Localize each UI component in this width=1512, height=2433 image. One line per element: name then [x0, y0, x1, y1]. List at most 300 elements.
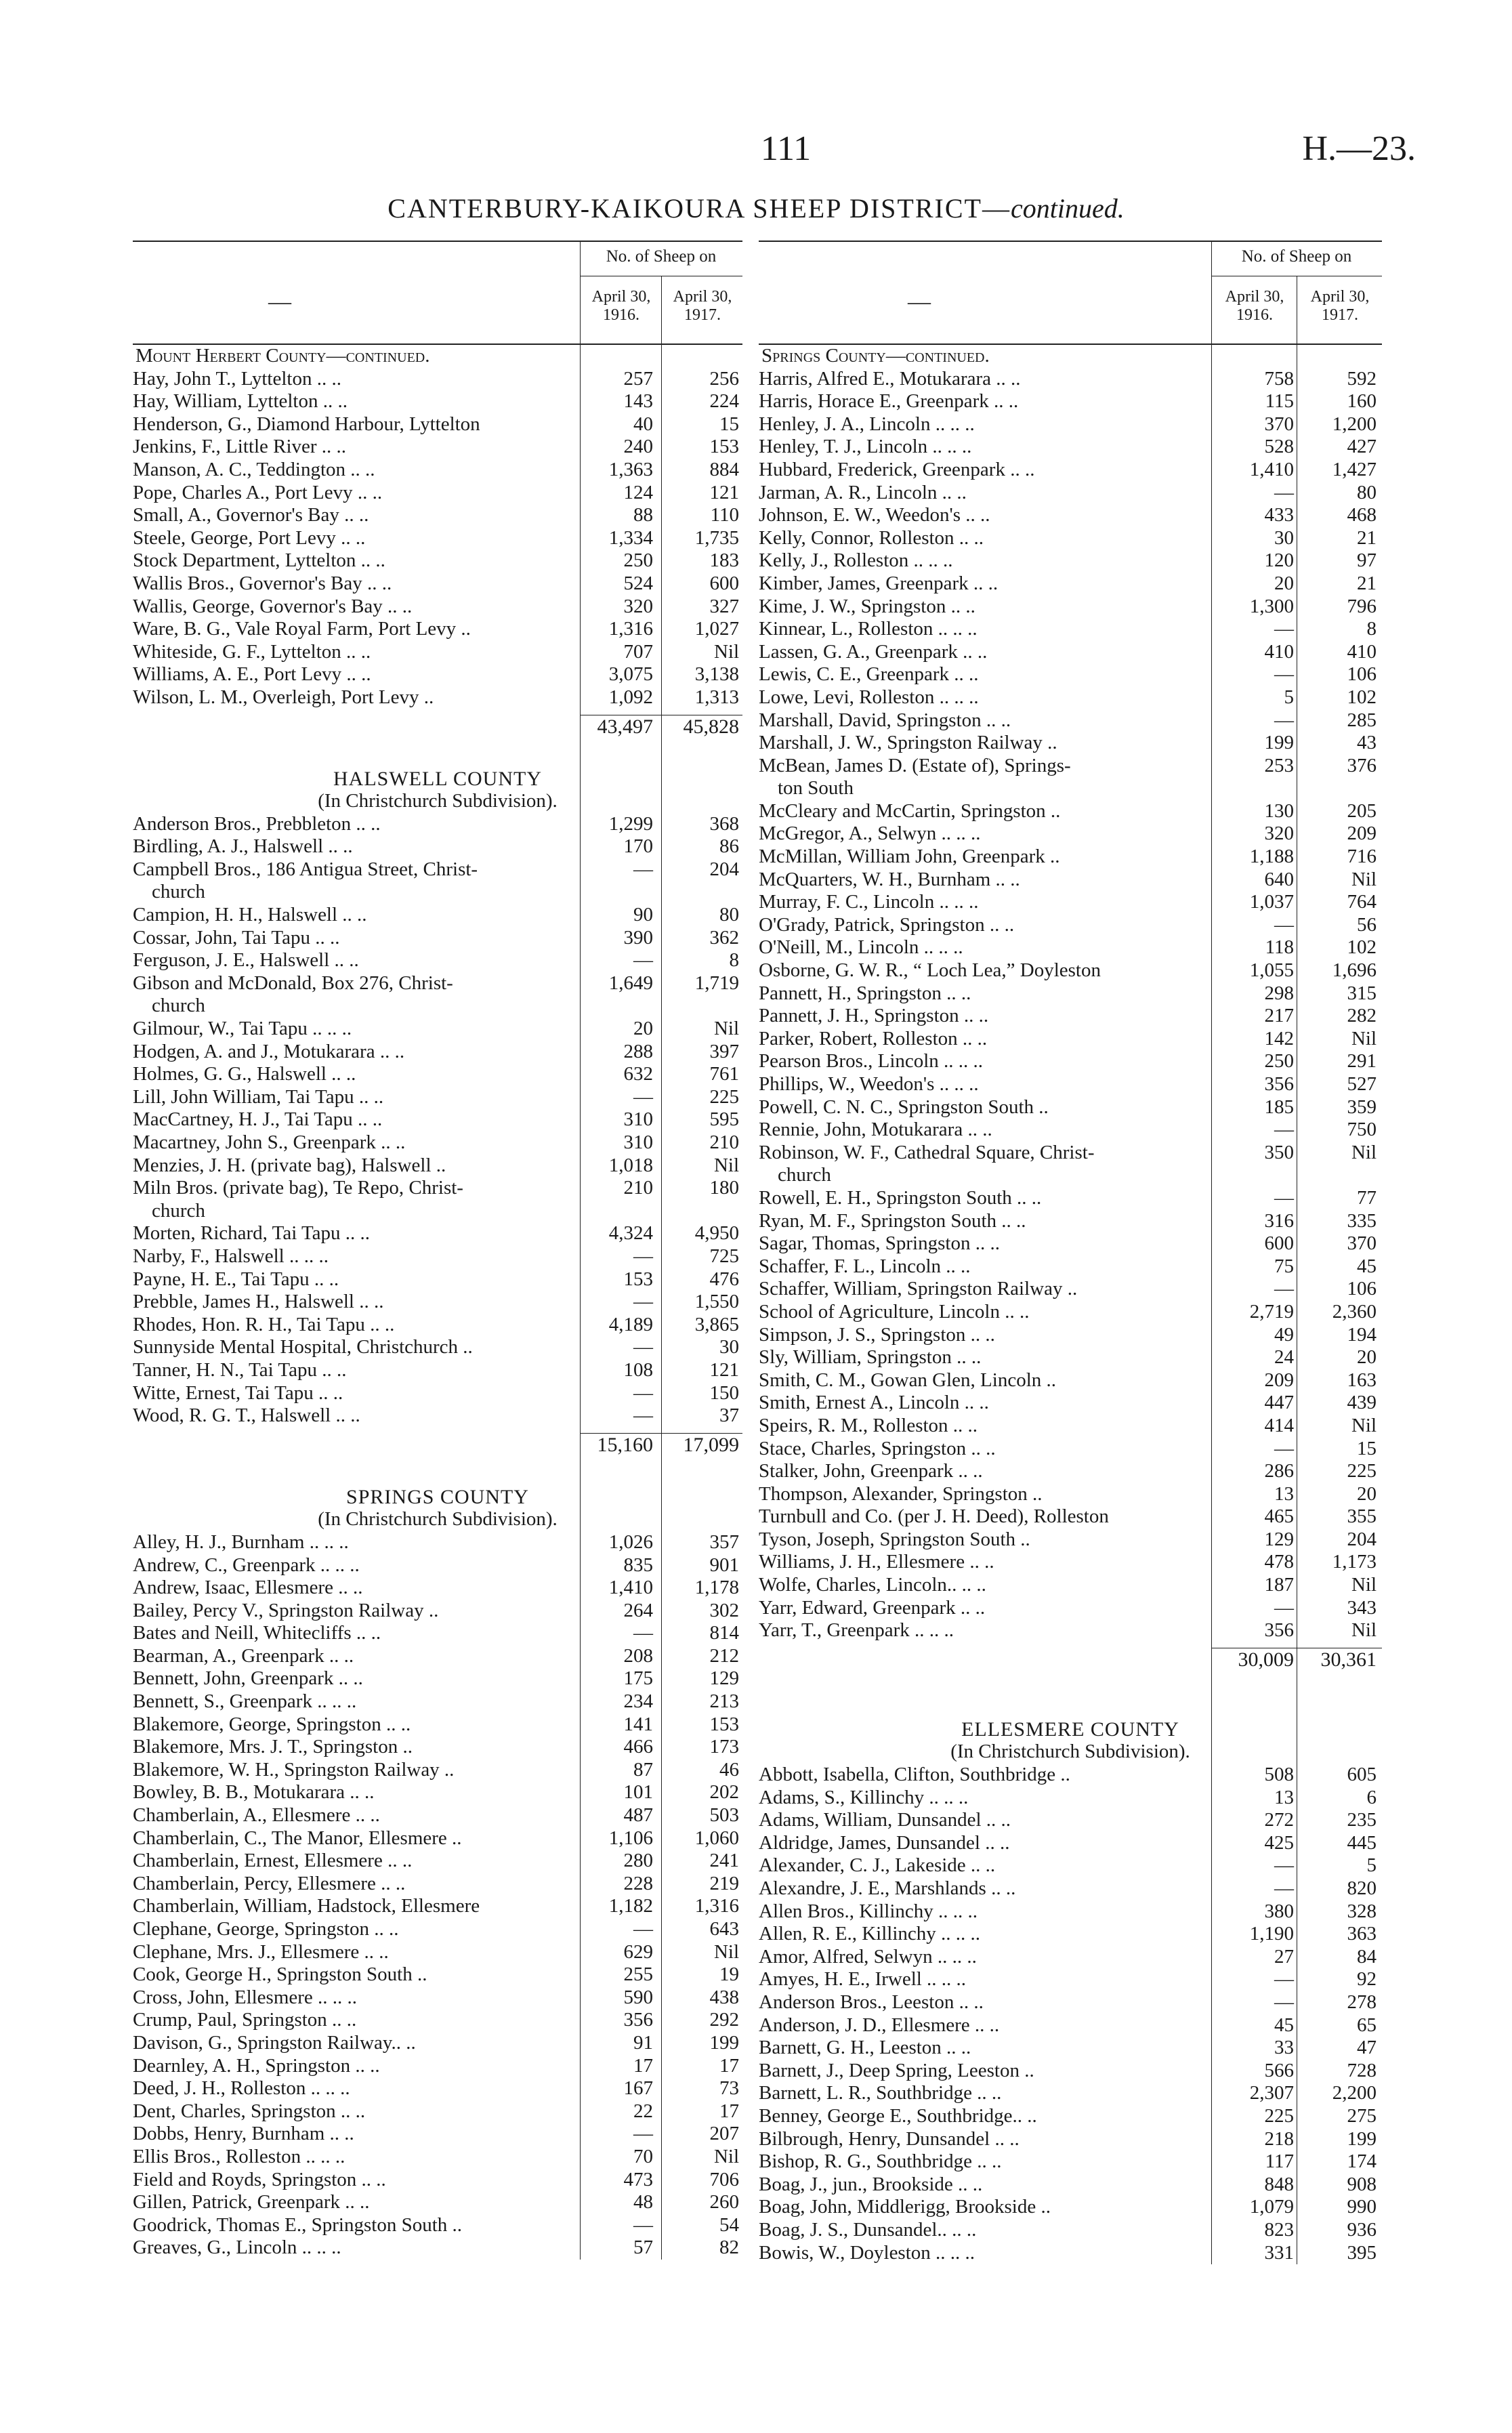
sheep-1916: 288: [623, 1040, 653, 1062]
table-row: [133, 573, 742, 596]
owner-name: Schaffer, F. L., Lincoln .. ..: [759, 1255, 971, 1277]
owner-name: Kime, J. W., Springston .. ..: [759, 595, 975, 617]
table-row: [759, 823, 1382, 846]
owner-name: Springs County—continued.: [761, 345, 990, 367]
county-continued-heading: [759, 345, 1382, 368]
owner-name: Barnett, J., Deep Spring, Leeston ..: [759, 2059, 1034, 2081]
owner-name: Allen Bros., Killinchy .. .. ..: [759, 1900, 978, 1922]
table-row: [133, 2169, 742, 2192]
table-row: [133, 1041, 742, 1064]
sheep-1917: 410: [1347, 640, 1377, 663]
sheep-1917: 370: [1347, 1232, 1377, 1255]
sheep-count-header: No. of Sheep on: [606, 247, 717, 266]
sheep-1917: 357: [709, 1531, 739, 1553]
owner-name: SPRINGS COUNTY: [346, 1485, 529, 1508]
table-row: [133, 1850, 742, 1873]
owner-name: Alley, H. J., Burnham .. .. ..: [133, 1531, 349, 1553]
sheep-1916: 1,037: [1249, 891, 1294, 913]
sheep-1916: 286: [1264, 1460, 1294, 1482]
table-row: [759, 413, 1382, 436]
sheep-1917: 706: [709, 2168, 739, 2190]
table-row: [759, 368, 1382, 391]
sheep-1916: 600: [1264, 1232, 1294, 1255]
sheep-1917: 359: [1347, 1096, 1377, 1118]
owner-name: Morten, Richard, Tai Tapu .. ..: [133, 1222, 371, 1245]
sheep-1917: 46: [719, 1758, 739, 1781]
sheep-1917: 1,060: [694, 1827, 739, 1849]
table-row: [133, 482, 742, 505]
sheep-1916: 234: [623, 1690, 653, 1713]
sheep-1917: 362: [709, 926, 739, 949]
spacer: [133, 745, 742, 768]
sheep-1916: 167: [623, 2077, 653, 2100]
sheep-1916: 1,410: [1249, 458, 1294, 480]
right-column: [759, 241, 1382, 2264]
sheep-1916: 13: [1274, 1482, 1294, 1505]
sheep-1916: 280: [623, 1850, 653, 1872]
sheep-1916: 350: [1264, 1141, 1294, 1163]
owner-name: Thompson, Alexander, Springston ..: [759, 1482, 1043, 1505]
sheep-1916: 528: [1264, 436, 1294, 458]
sheep-1916: —: [1274, 1596, 1294, 1619]
table-row: [133, 1063, 742, 1086]
owner-name: McMillan, William John, Greenpark ..: [759, 846, 1060, 868]
entry-continuation: [759, 1164, 1382, 1187]
owner-name: Anderson Bros., Prebbleton .. ..: [133, 812, 381, 835]
sheep-1916: 410: [1264, 640, 1294, 663]
sheep-1917: 209: [1347, 823, 1377, 845]
sheep-1917: 47: [1357, 2037, 1377, 2059]
owner-name: MacCartney, H. J., Tai Tapu .. ..: [133, 1108, 383, 1131]
table-row: [759, 1483, 1382, 1506]
owner-name: Yarr, T., Greenpark .. .. ..: [759, 1619, 954, 1642]
sheep-1916: —: [1274, 1437, 1294, 1459]
sheep-1916: —: [633, 1245, 653, 1267]
sheep-1917: 17: [719, 2100, 739, 2122]
sheep-1917: 129: [709, 1667, 739, 1690]
sheep-1917: 1,313: [694, 686, 739, 708]
sheep-1917: 908: [1347, 2173, 1377, 2195]
owner-name: Sly, William, Springston .. ..: [759, 1346, 982, 1369]
owner-name: Greaves, G., Lincoln .. .. ..: [133, 2237, 341, 2259]
sheep-1916: —: [1274, 709, 1294, 731]
owner-name: Harris, Horace E., Greenpark .. ..: [759, 390, 1019, 413]
owner-name: ELLESMERE COUNTY: [961, 1718, 1179, 1741]
sheep-1916: 1,316: [608, 618, 653, 640]
owner-name: Manson, A. C., Teddington .. ..: [133, 458, 375, 480]
owner-name: Whiteside, G. F., Lyttelton .. ..: [133, 640, 371, 663]
sheep-1917: 750: [1347, 1119, 1377, 1141]
right-table-body: [759, 345, 1382, 2264]
sheep-1916: 310: [623, 1131, 653, 1153]
sheep-1916: 487: [623, 1804, 653, 1827]
sheep-1916: 1,106: [608, 1827, 653, 1849]
sheep-1917: 439: [1347, 1392, 1377, 1414]
sheep-1916: 115: [1265, 390, 1294, 413]
sheep-1916: 4,324: [608, 1222, 653, 1245]
sheep-1917: 2,360: [1332, 1300, 1377, 1323]
table-row: [759, 755, 1382, 778]
table-row: [759, 1073, 1382, 1096]
sheep-1916: 478: [1264, 1551, 1294, 1573]
table-row: [133, 1600, 742, 1623]
table-row: [133, 1245, 742, 1268]
sheep-1917: 153: [709, 1713, 739, 1735]
owner-name: Rhodes, Hon. R. H., Tai Tapu .. ..: [133, 1313, 395, 1335]
table-row: [759, 914, 1382, 937]
owner-name: Bowis, W., Doyleston .. .. ..: [759, 2241, 975, 2264]
sheep-1917: 368: [709, 812, 739, 835]
sheep-1916: —: [1274, 481, 1294, 503]
sheep-1916: 848: [1264, 2173, 1294, 2195]
owner-name: Crump, Paul, Springston .. ..: [133, 2009, 357, 2031]
sheep-1916: 2,307: [1249, 2082, 1294, 2104]
table-row: [759, 732, 1382, 755]
sheep-1916: 1,649: [608, 972, 653, 994]
sheep-1917: 1,719: [694, 972, 739, 994]
sheep-1917: 315: [1347, 982, 1377, 1004]
sheep-1916: 310: [623, 1108, 653, 1131]
sheep-1916: 20: [1274, 572, 1294, 594]
sheep-1916: 1,055: [1249, 959, 1294, 982]
table-row: [133, 1804, 742, 1827]
table-row: [759, 1968, 1382, 1991]
sheep-1917: 54: [719, 2213, 739, 2236]
sheep-1917: 173: [709, 1736, 739, 1758]
sheep-1917: 106: [1347, 663, 1377, 686]
table-row: [133, 1018, 742, 1041]
owner-name: Clephane, Mrs. J., Ellesmere .. ..: [133, 1940, 389, 1963]
sheep-1917: 990: [1347, 2196, 1377, 2218]
entry-continuation: [133, 1200, 742, 1223]
owner-name: Lowe, Levi, Rolleston .. .. ..: [759, 686, 979, 708]
table-row: [133, 904, 742, 927]
table-row: [133, 2009, 742, 2032]
table-row: [759, 869, 1382, 892]
table-row: [133, 1941, 742, 1964]
table-row: [759, 1991, 1382, 2014]
sheep-1916: 250: [623, 549, 653, 572]
sheep-1917: 199: [1347, 2127, 1377, 2150]
spacer: [759, 1678, 1382, 1718]
table-row: [133, 1645, 742, 1668]
table-row: [133, 858, 742, 881]
table-row: [759, 1809, 1382, 1832]
table-row: [133, 1177, 742, 1200]
owner-name: Cook, George H., Springston South ..: [133, 1963, 427, 1986]
sheep-1917: 1,550: [694, 1291, 739, 1313]
owner-name: Macartney, John S., Greenpark .. ..: [133, 1131, 406, 1153]
sheep-1916: 320: [623, 595, 653, 617]
table-row: [759, 1832, 1382, 1855]
sheep-1917: 285: [1347, 709, 1377, 731]
sheep-1917: 343: [1347, 1596, 1377, 1619]
owner-name: Wilson, L. M., Overleigh, Port Levy ..: [133, 686, 434, 708]
table-row: [759, 1854, 1382, 1877]
table-row: [759, 549, 1382, 573]
owner-name: Payne, H. E., Tai Tapu .. ..: [133, 1268, 339, 1290]
sheep-1917: 1,735: [694, 526, 739, 549]
sheep-1917: 97: [1357, 549, 1377, 572]
sheep-1916: 1,300: [1249, 595, 1294, 617]
table-row: [133, 1268, 742, 1291]
owner-name: Gillen, Patrick, Greenpark .. ..: [133, 2191, 370, 2213]
spacer: [133, 1463, 742, 1486]
table-row: [759, 1460, 1382, 1483]
sheep-1916: 90: [633, 904, 653, 926]
sheep-1916: 70: [633, 2145, 653, 2167]
owner-name: Dent, Charles, Springston .. ..: [133, 2100, 366, 2122]
sheep-1917: 210: [709, 1131, 739, 1153]
sheep-1917: 363: [1347, 1923, 1377, 1945]
sheep-1917: 592: [1347, 367, 1377, 390]
owner-name: Boag, John, Middlerigg, Brookside ..: [759, 2196, 1051, 2218]
table-row: [759, 1438, 1382, 1461]
sheep-1916: 40: [633, 413, 653, 435]
table-row: [759, 527, 1382, 550]
owner-name: Henley, T. J., Lincoln .. .. ..: [759, 436, 972, 458]
owner-name: Hay, William, Lyttelton .. ..: [133, 390, 348, 413]
sheep-1916: 185: [1264, 1096, 1294, 1118]
sheep-1917: 728: [1347, 2059, 1377, 2081]
sheep-1916: 390: [623, 926, 653, 949]
owner-name: Menzies, J. H. (private bag), Halswell ..: [133, 1154, 446, 1176]
table-row: [759, 2037, 1382, 2060]
sheep-1917: 20: [1357, 1346, 1377, 1369]
sheep-1916: —: [633, 858, 653, 880]
sheep-1916: —: [1274, 663, 1294, 686]
table-row: [759, 618, 1382, 641]
table-row: [759, 1119, 1382, 1142]
sheep-1917: Nil: [713, 640, 739, 663]
owner-name: Barnett, L. R., Southbridge .. ..: [759, 2082, 1002, 2104]
owner-name: Stalker, John, Greenpark .. ..: [759, 1460, 983, 1482]
sheep-1916: —: [633, 1381, 653, 1404]
sheep-1916: 240: [623, 436, 653, 458]
sheep-1916: 101: [623, 1781, 653, 1804]
document-code: H.—23.: [1302, 129, 1416, 168]
table-row: [133, 2191, 742, 2214]
table-row: [759, 2014, 1382, 2037]
owner-name: (In Christchurch Subdivision).: [318, 1508, 558, 1531]
owner-name: Smith, C. M., Gowan Glen, Lincoln ..: [759, 1369, 1057, 1391]
sheep-1916: 316: [1264, 1209, 1294, 1232]
sheep-1916: —: [633, 1291, 653, 1313]
sheep-1917: 19: [719, 1963, 739, 1986]
owner-name: Ware, B. G., Vale Royal Farm, Port Levy ..: [133, 618, 471, 640]
sheep-1917: 302: [709, 1599, 739, 1621]
owner-name: Bennett, John, Greenpark .. ..: [133, 1667, 363, 1690]
table-row: [759, 1764, 1382, 1787]
page-number: 111: [760, 129, 812, 168]
sheep-1916: 175: [623, 1667, 653, 1690]
owner-name: Gibson and McDonald, Box 276, Christ-: [133, 972, 453, 994]
table-row: [133, 663, 742, 686]
county-heading: [759, 1718, 1382, 1741]
table-row: [759, 459, 1382, 482]
sheep-1916: 143: [623, 390, 653, 413]
sheep-1916: —: [1274, 1119, 1294, 1141]
owner-name: Alexandre, J. E., Marshlands .. ..: [759, 1877, 1016, 1899]
table-row: [759, 891, 1382, 914]
sheep-1917: 427: [1347, 436, 1377, 458]
table-row: [759, 846, 1382, 869]
title-main: CANTERBURY-KAIKOURA SHEEP DISTRICT—: [387, 193, 1011, 224]
sheep-1917: 65: [1357, 2014, 1377, 2036]
owner-name: Phillips, W., Weedon's .. .. ..: [759, 1073, 979, 1095]
sheep-1917: 291: [1347, 1050, 1377, 1073]
owner-name: Field and Royds, Springston .. ..: [133, 2168, 386, 2190]
sheep-1917: 102: [1347, 936, 1377, 959]
sheep-1917: 716: [1347, 846, 1377, 868]
april-1916-header: April 30, 1916.: [1225, 288, 1284, 324]
table-row: [759, 1505, 1382, 1529]
table-row: [759, 1301, 1382, 1324]
owner-name: Harris, Alfred E., Motukarara .. ..: [759, 367, 1021, 390]
sheep-1917: 150: [709, 1381, 739, 1404]
sheep-1916: 370: [1264, 413, 1294, 435]
sheep-1916: 1,363: [608, 458, 653, 480]
name-column-header: —: [908, 289, 931, 314]
sheep-1917: 1,200: [1332, 413, 1377, 435]
sheep-1917: 15: [719, 413, 739, 435]
table-row: [759, 641, 1382, 664]
owner-name: Small, A., Governor's Bay .. ..: [133, 504, 369, 526]
entry-continuation: [133, 881, 742, 904]
sheep-1917: 397: [709, 1040, 739, 1062]
owner-name: Pannett, H., Springston .. ..: [759, 982, 971, 1004]
sheep-1917: 292: [709, 2009, 739, 2031]
owner-name: Williams, J. H., Ellesmere .. ..: [759, 1551, 994, 1573]
table-row: [759, 1946, 1382, 1969]
owner-name: Smith, Ernest A., Lincoln .. ..: [759, 1392, 989, 1414]
sheep-1917: 80: [1357, 481, 1377, 503]
sheep-1917: 327: [709, 595, 739, 617]
owner-name: Blakemore, George, Springston .. ..: [133, 1713, 411, 1735]
sheep-1917: 8: [729, 949, 739, 972]
owner-name: Ellis Bros., Rolleston .. .. ..: [133, 2145, 345, 2167]
owner-name: Wolfe, Charles, Lincoln.. .. ..: [759, 1574, 986, 1596]
sheep-1916: 320: [1264, 823, 1294, 845]
owner-name: ton South: [778, 777, 854, 799]
owner-name: Deed, J. H., Rolleston .. .. ..: [133, 2077, 350, 2100]
sheep-1916: 108: [623, 1358, 653, 1381]
sheep-1916: 91: [633, 2031, 653, 2054]
sheep-1917: 725: [709, 1245, 739, 1267]
sheep-1916: 208: [623, 1644, 653, 1667]
table-row: [759, 596, 1382, 619]
sheep-1916: 1,079: [1249, 2196, 1294, 2218]
sheep-1917: 225: [1347, 1460, 1377, 1482]
owner-name: Henley, J. A., Lincoln .. .. ..: [759, 413, 975, 435]
owner-name: Steele, George, Port Levy .. ..: [133, 526, 366, 549]
sheep-1916: 264: [623, 1599, 653, 1621]
table-row: [133, 1690, 742, 1713]
table-row: [759, 1574, 1382, 1597]
sheep-1916: 250: [1264, 1050, 1294, 1073]
owner-name: Aldridge, James, Dunsandel .. ..: [759, 1831, 1010, 1854]
sheep-1917: 15: [1357, 1437, 1377, 1459]
county-heading: [133, 768, 742, 791]
owner-name: Bates and Neill, Whitecliffs .. ..: [133, 1622, 381, 1644]
table-row: [759, 2242, 1382, 2265]
owner-name: Hodgen, A. and J., Motukarara .. ..: [133, 1040, 405, 1062]
sheep-1916: 170: [623, 835, 653, 858]
sheep-1917: 219: [709, 1872, 739, 1894]
owner-name: Bishop, R. G., Southbridge .. ..: [759, 2150, 1002, 2173]
table-row: [133, 1736, 742, 1759]
table-row: [759, 2219, 1382, 2242]
owner-name: Blakemore, W. H., Springston Railway ..: [133, 1758, 455, 1781]
owner-name: church: [152, 1199, 205, 1222]
sheep-1916: 199: [1264, 732, 1294, 754]
table-row: [133, 1667, 742, 1690]
sheep-1916: 524: [623, 572, 653, 594]
owner-name: Tanner, H. N., Tai Tapu .. ..: [133, 1358, 347, 1381]
sheep-1917: 820: [1347, 1877, 1377, 1899]
sheep-1917: 102: [1347, 686, 1377, 708]
sheep-1917: 225: [709, 1085, 739, 1108]
table-row: [759, 1877, 1382, 1900]
owner-name: Birdling, A. J., Halswell .. ..: [133, 835, 353, 858]
owner-name: Campion, H. H., Halswell .. ..: [133, 904, 367, 926]
owner-name: Hay, John T., Lyttelton .. ..: [133, 367, 341, 390]
table-row: [133, 1918, 742, 1941]
sheep-1916: 1,334: [608, 526, 653, 549]
table-row: [133, 2214, 742, 2237]
sheep-1916: 120: [1264, 549, 1294, 572]
sheep-1917: Nil: [1351, 1619, 1377, 1642]
table-row: [133, 618, 742, 641]
owner-name: Rennie, John, Motukarara .. ..: [759, 1119, 992, 1141]
table-row: [759, 482, 1382, 505]
sheep-1916: 5: [1284, 686, 1294, 708]
sheep-1917: Nil: [1351, 1141, 1377, 1163]
sheep-1917: 45: [1357, 1255, 1377, 1277]
owner-name: Speirs, R. M., Rolleston .. ..: [759, 1414, 978, 1436]
sheep-1916: 356: [623, 2009, 653, 2031]
sheep-1917: 438: [709, 1986, 739, 2008]
sheep-1916: 447: [1264, 1392, 1294, 1414]
sheep-1917: 30,361: [1320, 1648, 1377, 1671]
owner-name: Clephane, George, Springston .. ..: [133, 1918, 399, 1940]
sheep-1917: 110: [710, 504, 739, 526]
owner-name: Yarr, Edward, Greenpark .. ..: [759, 1596, 986, 1619]
owner-name: Ferguson, J. E., Halswell .. ..: [133, 949, 359, 972]
owner-name: church: [152, 881, 205, 903]
table-row: [759, 1787, 1382, 1810]
sheep-1917: 17,099: [683, 1433, 739, 1456]
sheep-1916: —: [1274, 1278, 1294, 1300]
owner-name: School of Agriculture, Lincoln .. ..: [759, 1300, 1030, 1323]
sheep-1917: 45,828: [683, 715, 739, 738]
sheep-1916: 1,190: [1249, 1923, 1294, 1945]
sheep-1916: —: [633, 1085, 653, 1108]
table-row: [759, 1923, 1382, 1946]
table-row: [759, 1392, 1382, 1415]
sheep-1917: 503: [709, 1804, 739, 1827]
sheep-1917: 1,027: [694, 618, 739, 640]
owner-name: Parker, Robert, Rolleston .. ..: [759, 1027, 988, 1049]
sheep-1916: 49: [1274, 1323, 1294, 1346]
owner-name: Cossar, John, Tai Tapu .. ..: [133, 926, 340, 949]
owner-name: Anderson Bros., Leeston .. ..: [759, 1991, 984, 2013]
sheep-1916: 88: [633, 504, 653, 526]
owner-name: HALSWELL COUNTY: [333, 767, 542, 790]
owner-name: Chamberlain, William, Hadstock, Ellesmere: [133, 1895, 480, 1917]
sheep-1916: 414: [1264, 1414, 1294, 1436]
owner-name: Boag, J. S., Dunsandel.. .. ..: [759, 2218, 977, 2241]
